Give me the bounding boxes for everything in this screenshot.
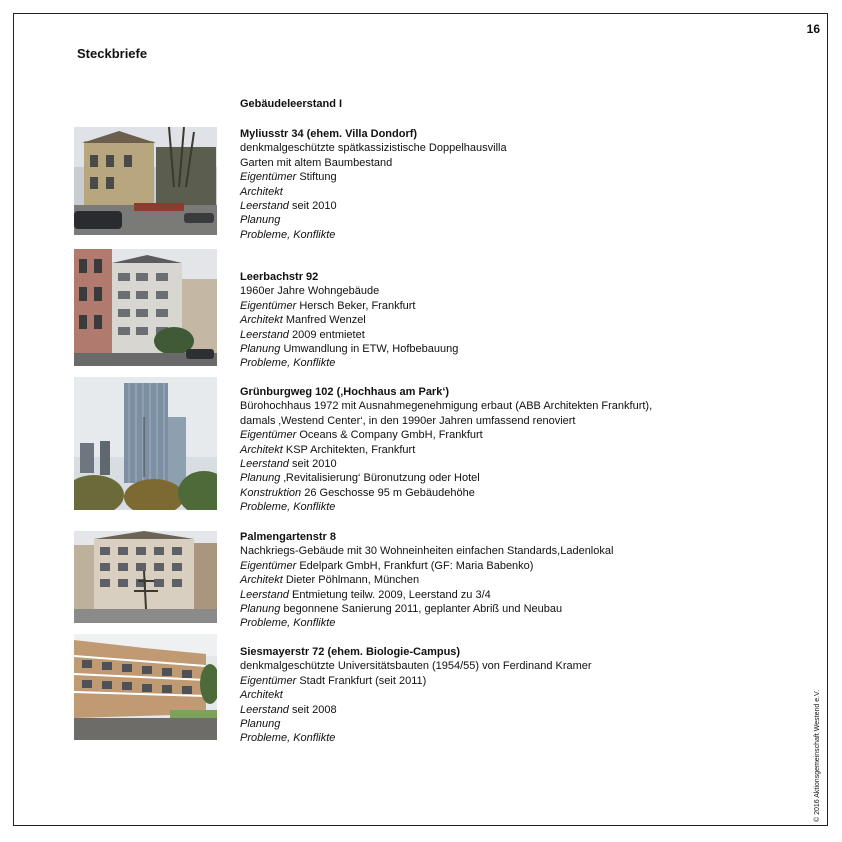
entry-gruenburgweg [240,385,800,515]
entry-title: Myliusstr 34 (ehem. Villa Dondorf) [240,128,418,140]
entry-problems: Probleme, Konflikte [240,501,336,514]
entry-title: Leerbachstr 92 [240,271,319,283]
photo-hochhaus-am-park [74,377,217,510]
entry-vacancy: Leerstand seit 2010 [240,200,337,213]
section-title: Gebäudeleerstand I [240,98,343,110]
entry-title: Siesmayerstr 72 (ehem. Biologie-Campus) [240,646,461,658]
entry-construction: Konstruktion 26 Geschosse 95 m Gebäudehöhe [240,486,475,499]
entry-leerbachstr [240,270,800,371]
entry-description: damals ‚Westend Center‘, in den 1990er Jahren umfassend renoviert [240,414,576,427]
entry-owner: Eigentümer Stiftung [240,171,337,184]
entry-owner: Eigentümer Edelpark GmbH, Frankfurt (GF: Maria Babenko) [240,559,534,572]
entry-vacancy: Leerstand seit 2008 [240,703,337,716]
entry-owner: Eigentümer Oceans & Company GmbH, Frankfurt [240,429,483,442]
entry-architect: Architekt Dieter Pöhlmann, München [240,574,420,587]
entry-architect: Architekt [240,689,283,702]
entry-description: 1960er Jahre Wohngebäude [240,285,380,298]
entry-description: Bürohochhaus 1972 mit Ausnahmegenehmigung erbaut (ABB Architekten Frankfurt), [240,400,653,413]
entry-architect: Architekt Manfred Wenzel [240,314,366,327]
entry-myliusstr [240,127,800,242]
entry-problems: Probleme, Konflikte [240,732,336,745]
entry-description: Garten mit altem Baumbestand [240,156,393,169]
entry-planning: Planung begonnene Sanierung 2011, geplanter Abriß und Neubau [240,603,563,616]
entry-owner: Eigentümer Hersch Beker, Frankfurt [240,299,416,312]
entry-planning: Planung [240,718,281,731]
entry-description: Nachkriegs-Gebäude mit 30 Wohneinheiten einfachen Standards,Ladenlokal [240,545,614,558]
photo-leerbachstr [74,249,217,366]
entry-owner: Eigentümer Stadt Frankfurt (seit 2011) [240,674,427,687]
entry-vacancy: Leerstand Entmietung teilw. 2009, Leerstand zu 3/4 [240,588,491,601]
entry-siesmayerstr [240,645,800,746]
entry-description: denkmalgeschützte Universitätsbauten (1954/55) von Ferdinand Kramer [240,660,592,673]
entry-vacancy: Leerstand 2009 entmietet [240,328,365,341]
entry-problems: Probleme, Konflikte [240,228,336,241]
page-title: Steckbriefe [77,46,148,61]
entry-palmengartenstr [240,530,800,631]
entry-problems: Probleme, Konflikte [240,617,336,630]
entry-planning: Planung Umwandlung in ETW, Hofbebauung [240,343,459,356]
copyright-note: © 2016 Aktionsgemeinschaft Westend e.V. [814,689,821,822]
entry-planning: Planung ‚Revitalisierung‘ Büronutzung oder Hotel [240,472,480,485]
photo-palmengartenstr [74,531,217,623]
entry-title: Palmengartenstr 8 [240,531,336,543]
entry-architect: Architekt KSP Architekten, Frankfurt [240,443,416,456]
entry-problems: Probleme, Konflikte [240,357,336,370]
entry-title: Grünburgweg 102 (‚Hochhaus am Park‘) [240,386,450,398]
entry-planning: Planung [240,214,281,227]
entry-vacancy: Leerstand seit 2010 [240,458,337,471]
photo-siesmayerstr [74,634,217,740]
page-number: 16 [806,22,820,36]
entry-architect: Architekt [240,185,283,198]
entry-description: denkmalgeschützte spätkassizistische Doppelhausvilla [240,142,507,155]
photo-villa-dondorf [74,127,217,235]
